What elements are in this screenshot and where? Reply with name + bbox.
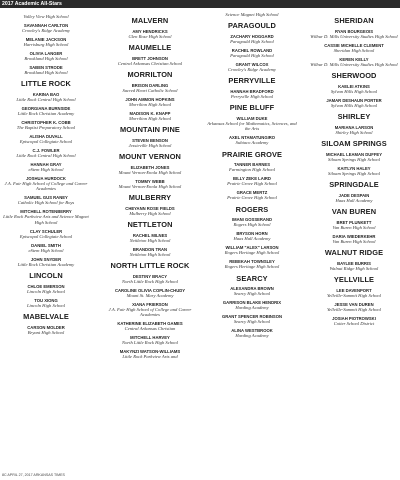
- honoree-entry: [308, 193, 400, 203]
- school-name: Mount Vernon-Enola High School: [118, 183, 182, 189]
- city-heading: YELLVILLE: [333, 275, 375, 284]
- city-heading: SPRINGDALE: [329, 180, 379, 189]
- student-name: CHEYANN ROSE FIELDS: [125, 205, 175, 211]
- school-name: Harding Academy: [235, 305, 269, 311]
- student-name: JOSHUA HURDOCK: [26, 176, 66, 181]
- school-name: The Baptist Preparatory School: [16, 125, 76, 130]
- school-name: Paragould High School: [230, 39, 274, 44]
- column-3: [200, 12, 300, 468]
- honoree-entry: [0, 23, 92, 33]
- student-name: BRET PLUNKETT: [336, 219, 372, 225]
- continued-school-name: Science Magnet High School: [225, 12, 279, 17]
- school-name: Haas Hall Academy: [335, 197, 373, 203]
- school-name: Rogers Heritage High School: [224, 264, 280, 270]
- student-name: MARIANA LARSON: [334, 124, 374, 130]
- school-name: Little Rock Christian Academy: [17, 111, 75, 116]
- school-name: Rogers High School: [233, 222, 271, 228]
- student-name: KARINA BAO: [32, 92, 60, 97]
- student-name: GRANT WILCOX: [235, 62, 269, 67]
- student-name: BRANDON TRAN: [132, 246, 168, 252]
- column-2: [100, 12, 200, 468]
- student-name: JOHN SNYDER: [30, 256, 62, 262]
- student-name: BRETT JOHNSON: [132, 55, 168, 61]
- student-name: CARSON MOLDER: [27, 324, 65, 330]
- city-heading: LITTLE ROCK: [21, 79, 71, 89]
- school-name: Little Rock Christian Academy: [17, 261, 75, 267]
- school-name: Harding Academy: [235, 333, 269, 339]
- student-name: SAMUEL GUS RANEY: [24, 195, 68, 201]
- student-name: GEORGIANA BURNSIDE: [21, 106, 71, 111]
- school-name: Wilbur D. Mills University Studies High School: [310, 61, 398, 67]
- school-name: Central Arkansas Christian School: [117, 60, 183, 66]
- school-name: Mount St. Mary Academy: [126, 292, 174, 298]
- school-name: Haas Hall Academy: [233, 236, 271, 242]
- school-name: Walnut Ridge High School: [329, 265, 379, 271]
- student-name: KEREN KELLY: [339, 56, 369, 62]
- school-name: Searcy High School: [233, 291, 271, 297]
- school-name: Crowley's Ridge Academy: [22, 28, 70, 33]
- school-name: Perryville High School: [230, 94, 274, 99]
- school-name: Bryant High School: [27, 329, 65, 335]
- city-heading: MALVERN: [131, 16, 169, 25]
- school-name: Catholic High School for Boys: [17, 200, 75, 206]
- school-name: Prairie Grove High School: [227, 181, 277, 187]
- student-name: TOMMY WEBB: [135, 178, 165, 184]
- honoree-entry: [104, 302, 196, 318]
- honoree-entry: [308, 84, 400, 94]
- student-name: MITCHELL ROTENBERRY: [20, 209, 72, 215]
- honoree-entry: [104, 97, 196, 107]
- school-name: Brookland High School: [24, 70, 68, 75]
- city-heading: NORTH LITTLE ROCK: [110, 261, 190, 270]
- honoree-entry: [206, 135, 298, 145]
- school-name: Prairie Grove High School: [227, 195, 277, 201]
- school-name: Siloam Springs High School: [328, 156, 380, 162]
- student-name: MADISON K. KNAPP: [129, 110, 171, 116]
- honoree-entry: [104, 206, 196, 216]
- honoree-entry: [0, 92, 92, 102]
- honoree-entry: [308, 220, 400, 230]
- school-name: Paragould High School: [230, 53, 274, 58]
- student-name: SAVANNAH CARLTON: [23, 23, 69, 28]
- student-name: RYAN BOURGEOIS: [334, 28, 374, 34]
- school-name: Van Buren High School: [332, 238, 376, 244]
- school-name: eStem High School: [28, 167, 64, 172]
- honoree-entry: [0, 298, 92, 308]
- city-heading: PERRYVILLE: [228, 76, 276, 86]
- student-name: LEE DAVENPORT: [336, 287, 372, 293]
- school-name: Episcopal Collegiate School: [19, 233, 73, 239]
- student-name: BAYLEE BURRIS: [337, 260, 371, 266]
- student-name: AMY HENDRICKS: [132, 28, 168, 34]
- honoree-entry: [308, 261, 400, 271]
- school-name: Jessieville High School: [128, 142, 172, 148]
- student-name: ELIZABETH JONES: [130, 164, 170, 170]
- honoree-entry: [0, 209, 92, 225]
- city-heading: VAN BUREN: [331, 207, 377, 216]
- student-name: IMANI GOSSERAND: [231, 217, 273, 223]
- student-name: JESSE VAN DUREN: [334, 301, 374, 307]
- city-heading: MABELVALE: [23, 312, 69, 322]
- student-name: DESTINY BRACY: [132, 273, 168, 279]
- city-heading: WALNUT RIDGE: [324, 248, 384, 257]
- school-name: Morrilton High School: [128, 115, 172, 121]
- student-name: BRISON DARLING: [131, 82, 169, 88]
- student-name: REBEKAH TOWNSLEY: [229, 259, 275, 265]
- honoree-entry: [0, 120, 92, 130]
- student-name: CHRISTOPHER K. COBB: [21, 120, 71, 125]
- school-name: Rogers Heritage High School: [224, 250, 280, 256]
- honoree-entry: [206, 162, 298, 172]
- school-name: Little Rock Central High School: [16, 153, 76, 158]
- student-name: CASSIE MICHELLE CLEMENT: [324, 42, 384, 48]
- student-name: DARIA WIEDERKEHR: [332, 233, 376, 239]
- school-name: North Little Rock High School: [122, 340, 178, 345]
- honoree-entry: [206, 231, 298, 241]
- school-name: Little Rock Parkview Arts and: [122, 354, 178, 359]
- honoree-entry: [308, 98, 400, 108]
- honoree-entry: [206, 259, 298, 269]
- student-name: MICHAEL LEAMAN DUFFEY: [326, 151, 382, 157]
- student-name: GARRISON BLAKE HENDRIX: [222, 300, 282, 306]
- city-heading: MOUNT VERNON: [119, 152, 181, 161]
- honoree-entry: [104, 288, 196, 298]
- student-name: KAITLYN HALEY: [337, 165, 371, 171]
- city-heading: SHERWOOD: [331, 71, 377, 80]
- student-name: MITCHELL HARVEY: [130, 335, 170, 340]
- city-heading: MULBERRY: [128, 193, 172, 202]
- honoree-entry: [206, 34, 298, 44]
- school-name: Lincoln High School: [26, 288, 66, 294]
- city-heading: MORRILTON: [127, 70, 173, 79]
- school-name: Episcopal Collegiate School: [19, 139, 73, 144]
- student-name: WILLIAM DUKE: [236, 116, 268, 121]
- honoree-entry: [0, 51, 92, 61]
- honoree-entry: [0, 106, 92, 116]
- student-name: STEVEN BENSON: [132, 137, 168, 143]
- honoree-entry: [206, 62, 298, 72]
- city-heading: SEARCY: [236, 273, 268, 283]
- school-name: Crowley's Ridge Academy: [228, 67, 276, 72]
- school-name: Wilbur D. Mills University Studies High School: [310, 33, 398, 39]
- honoree-entry: [0, 65, 92, 75]
- student-name: BILLY ZEKE LAIRD: [233, 176, 271, 182]
- student-name: HANNAH BRADFORD: [230, 89, 274, 94]
- student-name: JADE DESPAIN: [338, 192, 370, 198]
- honoree-entry: [206, 286, 298, 296]
- city-heading: SHIRLEY: [337, 112, 371, 121]
- school-name: Central Arkansas Christian: [124, 326, 176, 331]
- student-name: JAMAR DESHAUN PORTER: [326, 97, 382, 103]
- honoree-entry: [0, 176, 92, 192]
- honoree-entry: [104, 233, 196, 243]
- city-heading: LINCOLN: [29, 271, 63, 281]
- honoree-entry: [308, 29, 400, 39]
- student-name: TOU XIONG: [34, 297, 58, 303]
- honoree-entry: [206, 245, 298, 255]
- honoree-entry: [104, 29, 196, 39]
- school-name: Van Buren High School: [332, 224, 376, 230]
- student-name: CAROLINE OLIVIA COPLIN-CHUDY: [114, 287, 186, 293]
- honoree-entry: [0, 37, 92, 47]
- honoree-entry: [206, 190, 298, 200]
- student-name: C.J. FOWLER: [32, 148, 60, 153]
- school-name: Brookland High School: [24, 56, 68, 61]
- honoree-entry: [308, 302, 400, 312]
- honoree-entry: [206, 116, 298, 132]
- school-name: North Little Rock High School: [122, 278, 178, 284]
- honoree-entry: [0, 325, 92, 335]
- honoree-entry: [104, 165, 196, 175]
- school-name: Morrilton High School: [128, 101, 172, 107]
- school-name: Arkansas School for Mathematics, Sciences, and the Arts: [207, 121, 297, 132]
- honoree-entry: [0, 229, 92, 239]
- school-name: Sylvan Hills High School: [330, 102, 378, 108]
- honoree-entry: [104, 111, 196, 121]
- student-name: SABEN STRODE: [29, 65, 63, 70]
- honoree-entry: [206, 314, 298, 324]
- honoree-entry: [308, 125, 400, 135]
- student-name: BRYSON HORN: [236, 231, 268, 237]
- school-name: Sheridan High School: [333, 47, 375, 53]
- school-name: Yellville-Summit High School: [327, 306, 381, 312]
- student-name: KATHERINE ELIZABETH GAMES: [117, 321, 183, 326]
- student-name: JOHN AMMON HOPKINS: [125, 96, 175, 102]
- student-name: TANNER BARNES: [234, 162, 270, 168]
- honoree-entry: [104, 335, 196, 345]
- city-heading: PARAGOULD: [228, 21, 276, 31]
- school-name: Mulberry High School: [129, 210, 171, 216]
- city-heading: ROGERS: [235, 204, 269, 214]
- honoree-entry: [104, 274, 196, 284]
- school-name: J.A. Fair High School of College and Career Academies: [4, 181, 88, 192]
- student-name: GRACE MERTZ: [236, 190, 268, 196]
- city-heading: SHERIDAN: [334, 16, 374, 25]
- school-name: J.A. Fair High School of College and Career Academies: [108, 306, 192, 317]
- honoree-entry: [104, 321, 196, 331]
- honoree-entry: [104, 349, 196, 359]
- school-name: Searcy High School: [233, 319, 271, 325]
- school-name: Mount Vernon-Enola High School: [118, 169, 182, 175]
- student-name: HANNAH GRAY: [30, 162, 62, 167]
- school-name: Farmington High School: [229, 167, 275, 173]
- honoree-entry: [104, 247, 196, 257]
- student-name: AXEL NTAMATUNGIRO: [228, 135, 276, 141]
- student-name: GRANT SPENCER ROBINSON: [221, 314, 283, 320]
- student-name: ZACHARY HOGGARD: [230, 34, 274, 39]
- city-heading: PINE BLUFF: [229, 103, 275, 113]
- student-name: RACHEL MILNES: [132, 232, 168, 238]
- honoree-entry: [206, 89, 298, 99]
- city-heading: MOUNTAIN PINE: [120, 125, 180, 134]
- student-name: ALEXANDRA BROWN: [230, 286, 274, 292]
- school-name: Glen Rose High School: [128, 33, 172, 39]
- student-name: ALINA WESTBROOK: [231, 328, 273, 334]
- city-heading: SILOAM SPRINGS: [321, 139, 387, 148]
- city-heading: MAUMELLE: [128, 43, 172, 52]
- honoree-entry: [308, 152, 400, 162]
- honoree-entry: [0, 284, 92, 294]
- student-name: CLAY SCHULER: [29, 228, 63, 234]
- continued-school-name: Valley View High School: [23, 14, 69, 19]
- honoree-entry: [308, 234, 400, 244]
- honoree-entry: [0, 195, 92, 205]
- student-name: WILLIAM "ALEX" LARSON: [225, 245, 279, 251]
- student-name: KAELEI ATKINS: [338, 83, 370, 89]
- honorees-columns: [0, 12, 400, 468]
- school-name: Nettleton High School: [129, 237, 171, 243]
- honoree-entry: [308, 57, 400, 67]
- school-name: Sacred Heart Catholic School: [122, 87, 178, 93]
- section-header: 2017 Academic All-Stars: [0, 0, 400, 8]
- honoree-entry: [0, 257, 92, 267]
- student-name: ALISHA DUVALL: [29, 134, 63, 139]
- school-name: Shirley High School: [335, 129, 373, 135]
- honoree-entry: [206, 328, 298, 338]
- school-name: Yellville-Summit High School: [327, 292, 381, 298]
- student-name: RACHEL ROWLAND: [231, 48, 273, 53]
- honoree-entry: [104, 83, 196, 93]
- honoree-entry: [308, 43, 400, 53]
- student-name: CHLOE EMERSON: [27, 283, 65, 289]
- city-heading: NETTLETON: [127, 220, 173, 229]
- honoree-entry: [0, 243, 92, 253]
- honoree-entry: [308, 316, 400, 326]
- student-name: OLIVIA LANGER: [29, 51, 63, 56]
- honoree-entry: [206, 300, 298, 310]
- school-name: Little Rock Parkview Arts and Science Magnet High School: [3, 214, 89, 225]
- honoree-entry: [0, 162, 92, 172]
- page-footer: 8C APRIL 27, 2017 ARKANSAS TIMES: [2, 473, 65, 477]
- school-name: Cotter School District: [333, 320, 375, 326]
- honoree-entry: [206, 176, 298, 186]
- student-name: DANIEL SMITH: [31, 242, 61, 248]
- student-name: JOSIAH PIOTROWSKI: [332, 315, 376, 321]
- honoree-entry: [104, 138, 196, 148]
- honoree-entry: [104, 56, 196, 66]
- honoree-entry: [104, 179, 196, 189]
- student-name: XIANA FRIERSON: [132, 301, 168, 307]
- honoree-entry: [0, 134, 92, 144]
- school-name: eStem High School: [28, 247, 64, 253]
- school-name: Harrisburg High School: [23, 42, 69, 47]
- honoree-entry: [206, 48, 298, 58]
- honoree-entry: [308, 288, 400, 298]
- honoree-entry: [0, 148, 92, 158]
- student-name: MAKYNZI WATSON-WILLIAMS: [119, 349, 181, 354]
- school-name: Lincoln High School: [26, 302, 66, 308]
- school-name: Sylvan Hills High School: [330, 88, 378, 94]
- school-name: Little Rock Central High School: [16, 97, 76, 102]
- honoree-entry: [308, 166, 400, 176]
- honoree-entry: [206, 217, 298, 227]
- city-heading: PRAIRIE GROVE: [221, 149, 283, 159]
- student-name: MELANIE JACKSON: [25, 37, 67, 42]
- column-4: [300, 12, 400, 468]
- school-name: Subiaco Academy: [235, 140, 269, 146]
- column-1: [0, 12, 100, 468]
- school-name: Siloam Springs High School: [328, 170, 380, 176]
- school-name: Nettleton High School: [129, 251, 171, 257]
